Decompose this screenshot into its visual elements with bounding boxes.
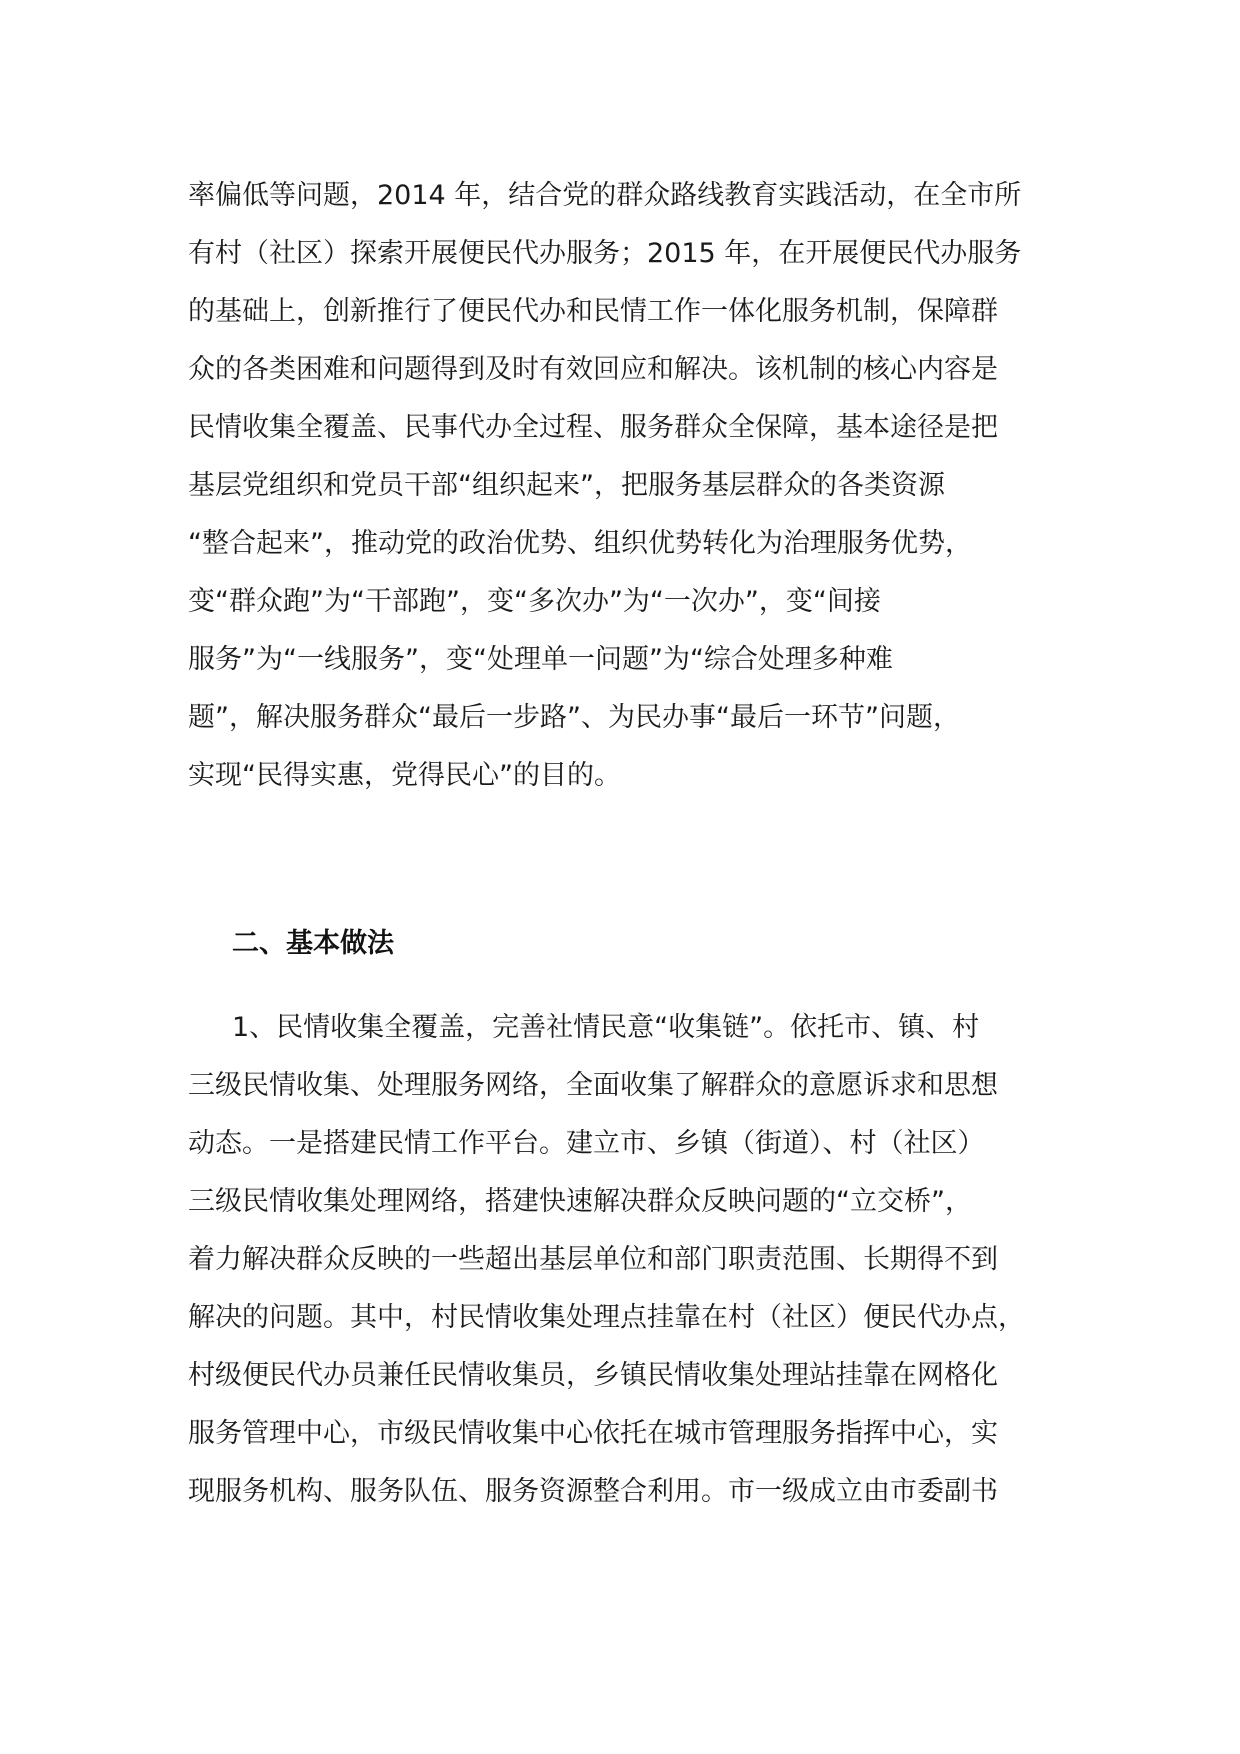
paragraph-1-line: 众的各类困难和问题得到及时有效回应和解决。该机制的核心内容是 <box>188 354 998 385</box>
paragraph-1 <box>188 176 1068 816</box>
paragraph-1-line: 有村（社区）探索开展便民代办服务；2015 年，在开展便民代办服务 <box>188 238 1022 269</box>
paragraph-1-line: “整合起来”，推动党的政治优势、组织优势转化为治理服务优势， <box>188 528 972 559</box>
paragraph-2-line: 动态。一是搭建民情工作平台。建立市、乡镇（街道）、村（社区） <box>188 1128 985 1159</box>
paragraph-2-line: 三级民情收集处理网络，搭建快速解决群众反映问题的“立交桥”， <box>188 1186 972 1217</box>
paragraph-2-line: 服务管理中心，市级民情收集中心依托在城市管理服务指挥中心，实 <box>188 1418 998 1449</box>
paragraph-2 <box>188 1008 1068 1548</box>
paragraph-2-line: 1、民情收集全覆盖，完善社情民意“收集链”。依托市、镇、村 <box>232 1012 980 1043</box>
paragraph-1-line: 服务”为“一线服务”，变“处理单一问题”为“综合处理多种难 <box>188 644 893 675</box>
paragraph-1-line: 民情收集全覆盖、民事代办全过程、服务群众全保障，基本途径是把 <box>188 412 998 443</box>
paragraph-1-line: 率偏低等问题，2014 年，结合党的群众路线教育实践活动，在全市所 <box>188 180 1022 211</box>
paragraph-1-line: 的基础上，创新推行了便民代办和民情工作一体化服务机制，保障群 <box>188 296 998 327</box>
paragraph-1-line: 题”，解决服务群众“最后一步路”、为民办事“最后一环节”问题， <box>188 702 960 733</box>
paragraph-1-line: 基层党组织和党员干部“组织起来”，把服务基层群众的各类资源 <box>188 470 945 501</box>
paragraph-2-line: 着力解决群众反映的一些超出基层单位和部门职责范围、长期得不到 <box>188 1244 998 1275</box>
paragraph-2-line: 现服务机构、服务队伍、服务资源整合利用。市一级成立由市委副书 <box>188 1476 998 1507</box>
paragraph-2-line: 解决的问题。其中，村民情收集处理点挂靠在村（社区）便民代办点， <box>188 1302 1025 1333</box>
paragraph-1-line: 变“群众跑”为“干部跑”，变“多次办”为“一次办”，变“间接 <box>188 586 881 617</box>
paragraph-2-line: 村级便民代办员兼任民情收集员，乡镇民情收集处理站挂靠在网格化 <box>188 1360 998 1391</box>
paragraph-2-line: 三级民情收集、处理服务网络，全面收集了解群众的意愿诉求和思想 <box>188 1070 998 1101</box>
paragraph-1-line: 实现“民得实惠，党得民心”的目的。 <box>188 760 621 791</box>
section-heading: 二、基本做法 <box>232 928 394 959</box>
